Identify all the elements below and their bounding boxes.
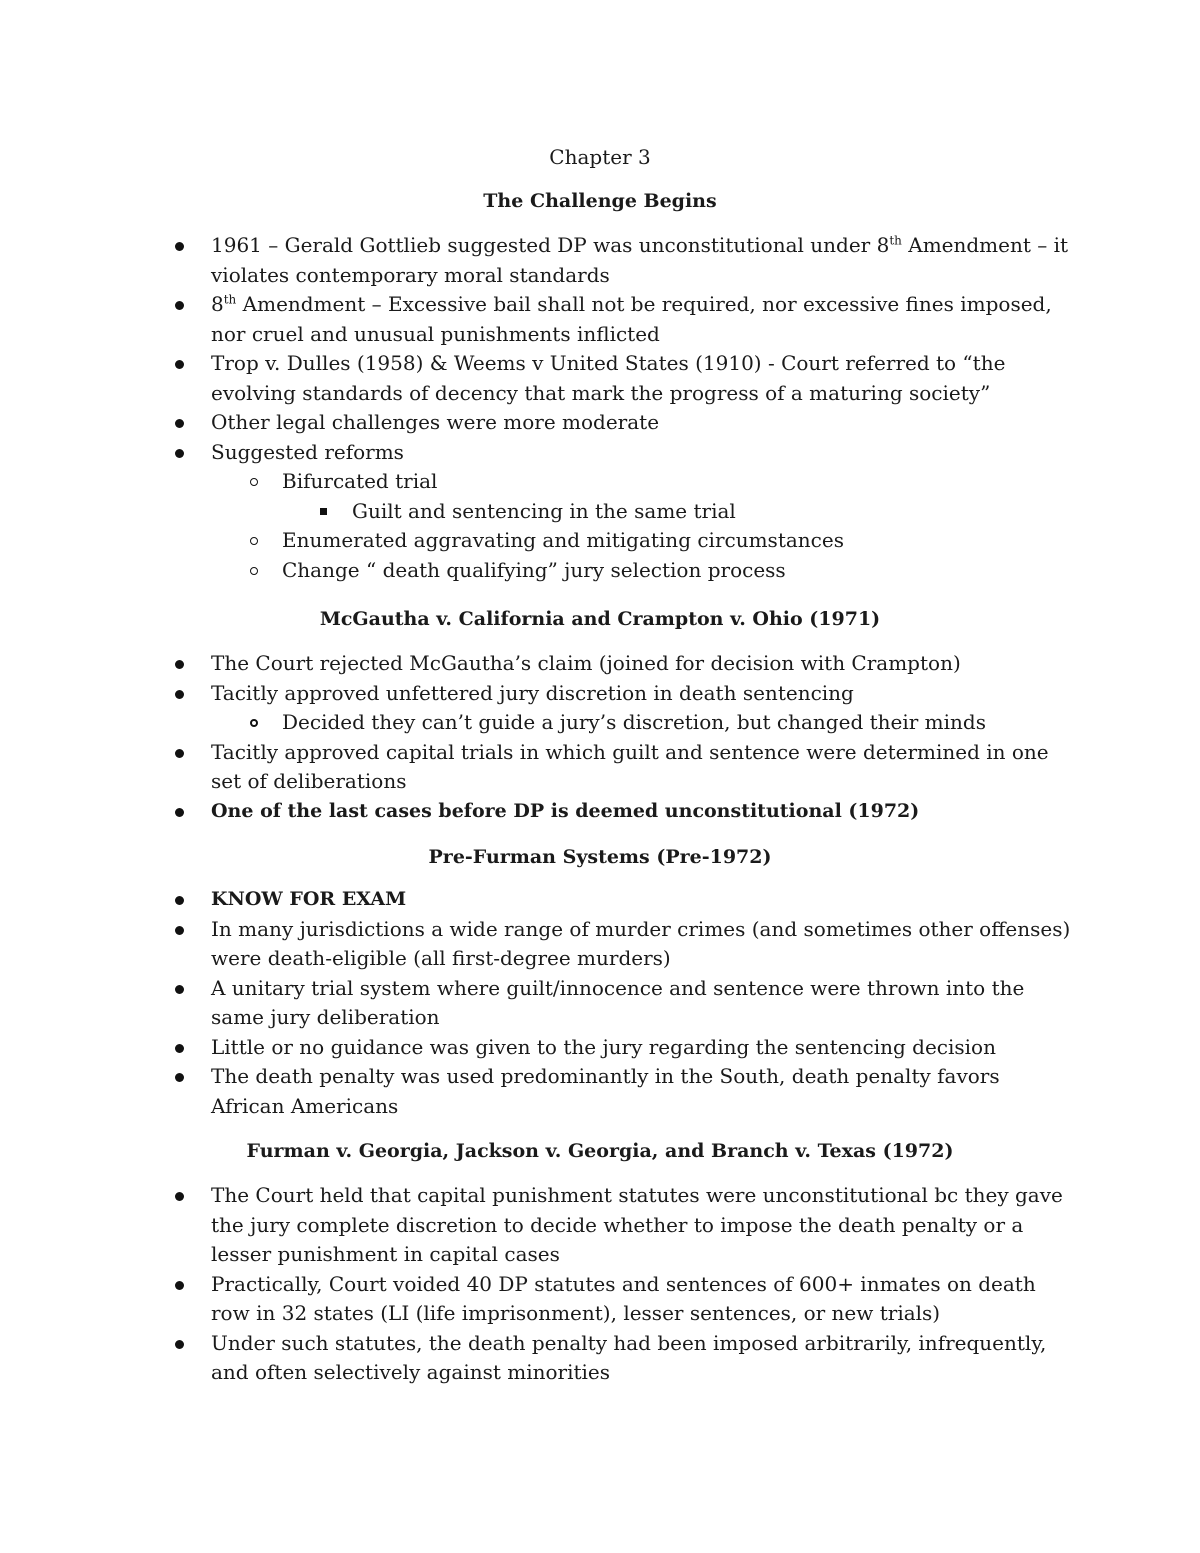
- bullet-list-challenge-begins: [0, 231, 1200, 585]
- bullet-icon: [175, 1281, 184, 1290]
- bullet-icon: [175, 1192, 184, 1201]
- hollow-bullet-icon: [250, 719, 258, 727]
- section-heading-mcgautha: McGautha v. California and Crampton v. Ohio (1971): [319, 608, 881, 630]
- list-item: Decided they can’t guide a jury’s discretion, but changed their minds: [0, 708, 1072, 738]
- list-item: Enumerated aggravating and mitigating circumstances: [0, 526, 1072, 556]
- list-item: Tacitly approved capital trials in which guilt and sentence were determined in one set of deliberations: [0, 738, 1071, 797]
- list-item: Bifurcated trial: [0, 467, 1072, 497]
- bullet-icon: [175, 926, 184, 935]
- list-item: Practically, Court voided 40 DP statutes and sentences of 600+ inmates on death row in 32 states (LI (life imprisonment), lesser sentences, or new trials): [0, 1270, 1071, 1329]
- list-item: Tacitly approved unfettered jury discretion in death sentencing: [0, 679, 1071, 709]
- list-item: Under such statutes, the death penalty had been imposed arbitrarily, infrequently, and often selectively against minorities: [0, 1329, 1071, 1388]
- bullet-icon: [175, 896, 184, 905]
- bullet-icon: [175, 419, 184, 428]
- list-item: Change “ death qualifying” jury selection process: [0, 556, 1072, 586]
- list-item: The Court held that capital punishment statutes were unconstitutional bc they gave the jury complete discretion to decide whether to impose the death penalty or a lesser punishment in capital cases: [0, 1181, 1071, 1270]
- bullet-icon: [175, 1044, 184, 1053]
- list-item: Other legal challenges were more moderate: [0, 408, 1071, 438]
- list-item: The Court rejected McGautha’s claim (joined for decision with Crampton): [0, 649, 1071, 679]
- bullet-icon: [175, 360, 184, 369]
- hollow-bullet-icon: [250, 567, 258, 575]
- bullet-icon: [175, 301, 184, 310]
- bullet-list-pre-furman: [0, 885, 1200, 1121]
- list-item: Trop v. Dulles (1958) & Weems v United States (1910) - Court referred to “the evolving standards of decency that mark the progress of a maturing society”: [0, 349, 1071, 408]
- list-item: A unitary trial system where guilt/innocence and sentence were thrown into the same jury deliberation: [0, 974, 1071, 1033]
- bullet-icon: [175, 1340, 184, 1349]
- bullet-list-furman: [0, 1181, 1200, 1388]
- hollow-bullet-icon: [250, 537, 258, 545]
- section-heading-pre-furman: Pre-Furman Systems (Pre-1972): [428, 846, 772, 868]
- list-item: KNOW FOR EXAM: [0, 885, 1071, 915]
- section-heading-challenge-begins: The Challenge Begins: [483, 190, 717, 212]
- section-heading-furman: Furman v. Georgia, Jackson v. Georgia, and Branch v. Texas (1972): [246, 1140, 954, 1162]
- square-bullet-icon: [320, 508, 327, 515]
- bullet-list-mcgautha: [0, 649, 1200, 826]
- bullet-icon: [175, 1073, 184, 1082]
- bullet-icon: [175, 690, 184, 699]
- list-item: In many jurisdictions a wide range of murder crimes (and sometimes other offenses) were death-eligible (all first-degree murders): [0, 915, 1071, 974]
- hollow-bullet-icon: [250, 478, 258, 486]
- bullet-icon: [175, 749, 184, 758]
- bullet-icon: [175, 808, 184, 817]
- list-item: One of the last cases before DP is deemed unconstitutional (1972): [0, 797, 1071, 827]
- list-item: Suggested reforms: [0, 438, 1071, 468]
- bullet-icon: [175, 449, 184, 458]
- list-item: 8th Amendment – Excessive bail shall not be required, nor excessive fines imposed, nor cruel and unusual punishments inflicted: [0, 290, 1071, 349]
- bullet-icon: [175, 242, 184, 251]
- chapter-title: Chapter 3: [549, 145, 651, 169]
- bullet-icon: [175, 660, 184, 669]
- list-item: The death penalty was used predominantly in the South, death penalty favors African Americans: [0, 1062, 1071, 1121]
- list-item: Little or no guidance was given to the jury regarding the sentencing decision: [0, 1033, 1071, 1063]
- list-item: 1961 – Gerald Gottlieb suggested DP was unconstitutional under 8th Amendment – it violates contemporary moral standards: [0, 231, 1071, 290]
- list-item: Guilt and sentencing in the same trial: [0, 497, 1072, 527]
- bullet-icon: [175, 985, 184, 994]
